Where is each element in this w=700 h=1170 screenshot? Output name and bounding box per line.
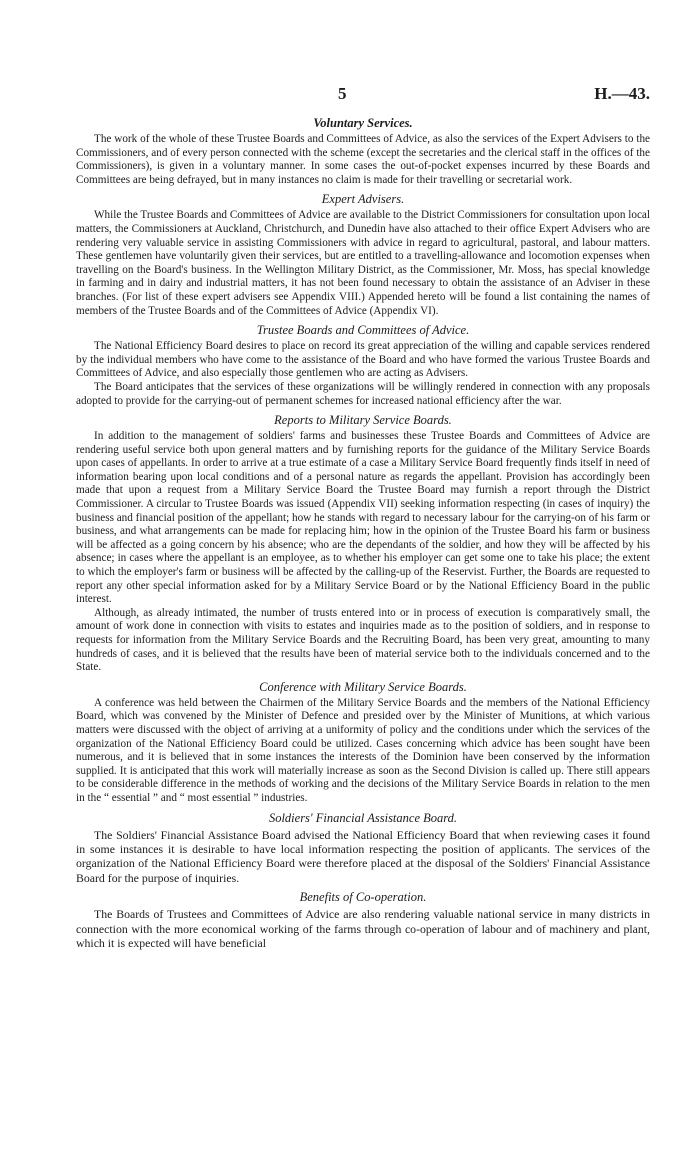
document-reference: H.—43. <box>594 84 650 103</box>
paragraph: The National Efficiency Board desires to place on record its great appreciation of the willing and capable services rendered by the individual members who have come to the assistance of the Board and who have formed the various Trustee Boards and Committees of Advice, and also especially those gentlemen who are acting as Advisers. <box>76 340 650 380</box>
section-reports-military-service-boards <box>76 413 650 675</box>
section-heading: Trustee Boards and Committees of Advice. <box>256 323 470 338</box>
section-financial-assistance-board <box>76 811 650 886</box>
section-heading: Voluntary Services. <box>313 116 413 130</box>
section-voluntary-services <box>76 116 650 187</box>
paragraph: The Board anticipates that the services of these organizations will be willingly rendered in connection with any proposals adopted to provide for the carrying-out of permanent schemes for increased national efficiency after the war. <box>76 380 650 407</box>
document-page <box>76 84 650 954</box>
section-heading: Conference with Military Service Boards. <box>259 679 467 694</box>
section-heading: Reports to Military Service Boards. <box>274 413 452 428</box>
section-heading: Soldiers' Financial Assistance Board. <box>268 810 458 825</box>
paragraph: The work of the whole of these Trustee Boards and Committees of Advice, as also the services of the Expert Advisers to the Commissioners, and of every person connected with the scheme (except the secretaries and the clerical staff in the offices of the Commissioners), is given in a voluntary manner. In some cases the out-of-pocket expenses incurred by these Boards and Committees are being defrayed, but in many instances no claim is made for their travelling or secretarial work. <box>76 133 650 186</box>
paragraph: The Boards of Trustees and Committees of Advice are also rendering valuable national service in many districts in connection with the more economical working of the farms through co-operation of labour and of machinery and plant, which it is expected will have beneficial <box>76 907 650 950</box>
section-heading: Benefits of Co-operation. <box>299 890 427 905</box>
section-conference <box>76 680 650 806</box>
page-header <box>76 84 650 108</box>
section-trustee-boards <box>76 323 650 408</box>
paragraph: In addition to the management of soldiers' farms and businesses these Trustee Boards and Committees of Advice are rendering useful service both upon general matters and by furnishing reports for the guidance of the Military Service Boards upon cases of appellants. In order to arrive at a true estimate of a case a Military Service Board frequently finds itself in need of information bearing upon local conditions and of a personal nature as regards the appellant. Provision has accordingly been made that upon a request from a Military Service Board the Trustee Board may furnish a report through the District Commissioner. A circular to Trustee Boards was issued (Appendix VII) seeking information respecting (in cases of inquiry) the business and financial position of the appellant; how he stands with regard to necessary labour for the carrying-on of his farm or business, and what arrangements can be made for replacing him; how in the opinion of the Trustee Board his farm or business will be affected as a going concern by his absence; who are the dependants of the soldier, and how they will be affected by his absence; in cases where the appellant is an employee, as to whether his employer can get some one to take his place; the extent to which the employer's farm or business will be affected by the calling-up of the Reservist. Further, the Boards are requested to report any other special information asked for by a Military Service Board or by the National Efficiency Board in the public interest. <box>76 430 650 606</box>
section-expert-advisers <box>76 192 650 318</box>
page-number: 5 <box>338 84 347 103</box>
section-benefits-cooperation <box>76 890 650 950</box>
section-heading: Expert Advisers. <box>321 192 405 207</box>
paragraph: Although, as already intimated, the number of trusts entered into or in process of execution is comparatively small, the amount of work done in connection with visits to estates and inquiries made as to the position of soldiers, and in response to requests for information from the Military Service Boards and the Recruiting Board, has been very great, amounting to many hundreds of cases, and it is believed that the results have been of material service both to the individuals concerned and to the State. <box>76 606 650 674</box>
paragraph: A conference was held between the Chairmen of the Military Service Boards and the members of the National Efficiency Board, which was convened by the Minister of Defence and presided over by the Minister of Munitions, at which various matters were discussed with the object of arriving at a uniformity of policy and the conditions under which the services of the organization of the National Efficiency Board could be utilized. Cases concerning which advice has been sought have been numerous, and it is believed that in some instances the interests of the Dominion have been conserved by the information supplied. It is anticipated that this work will materially increase as soon as the Second Division is called up. There still appears to be considerable difference in the methods of working and the decisions of the Military Service Boards in relation to the men in the “ essential ” and “ most essential ” industries. <box>76 696 650 804</box>
paragraph: The Soldiers' Financial Assistance Board advised the National Efficiency Board that when reviewing cases it found in some instances it is desirable to have local information respecting the position of applicants. The services of the organization of the National Efficiency Board were therefore placed at the disposal of the Soldiers' Financial Assistance Board for the purpose of inquiries. <box>76 827 650 885</box>
paragraph: While the Trustee Boards and Committees of Advice are available to the District Commissioners for consultation upon local matters, the Commissioners at Auckland, Christchurch, and Dunedin have also attached to their office Expert Advisers who are rendering very valuable service in assisting Commissioners with advice in regard to agricultural, pastoral, and labour matters. These gentlemen have voluntarily given their services, but are entitled to a travelling-allowance and locomotion expenses when travelling on the Board's business. In the Wellington Military District, as the Commissioner, Mr. Moss, has special knowledge in farming and in dairy and industrial matters, it has not been found necessary to obtain the assistance of an Adviser in these branches. (For list of these expert advisers see Appendix VIII.) Appended hereto will be found a list containing the names of members of the Trustee Boards and of the Committees of Advice (Appendix VI). <box>76 209 650 317</box>
